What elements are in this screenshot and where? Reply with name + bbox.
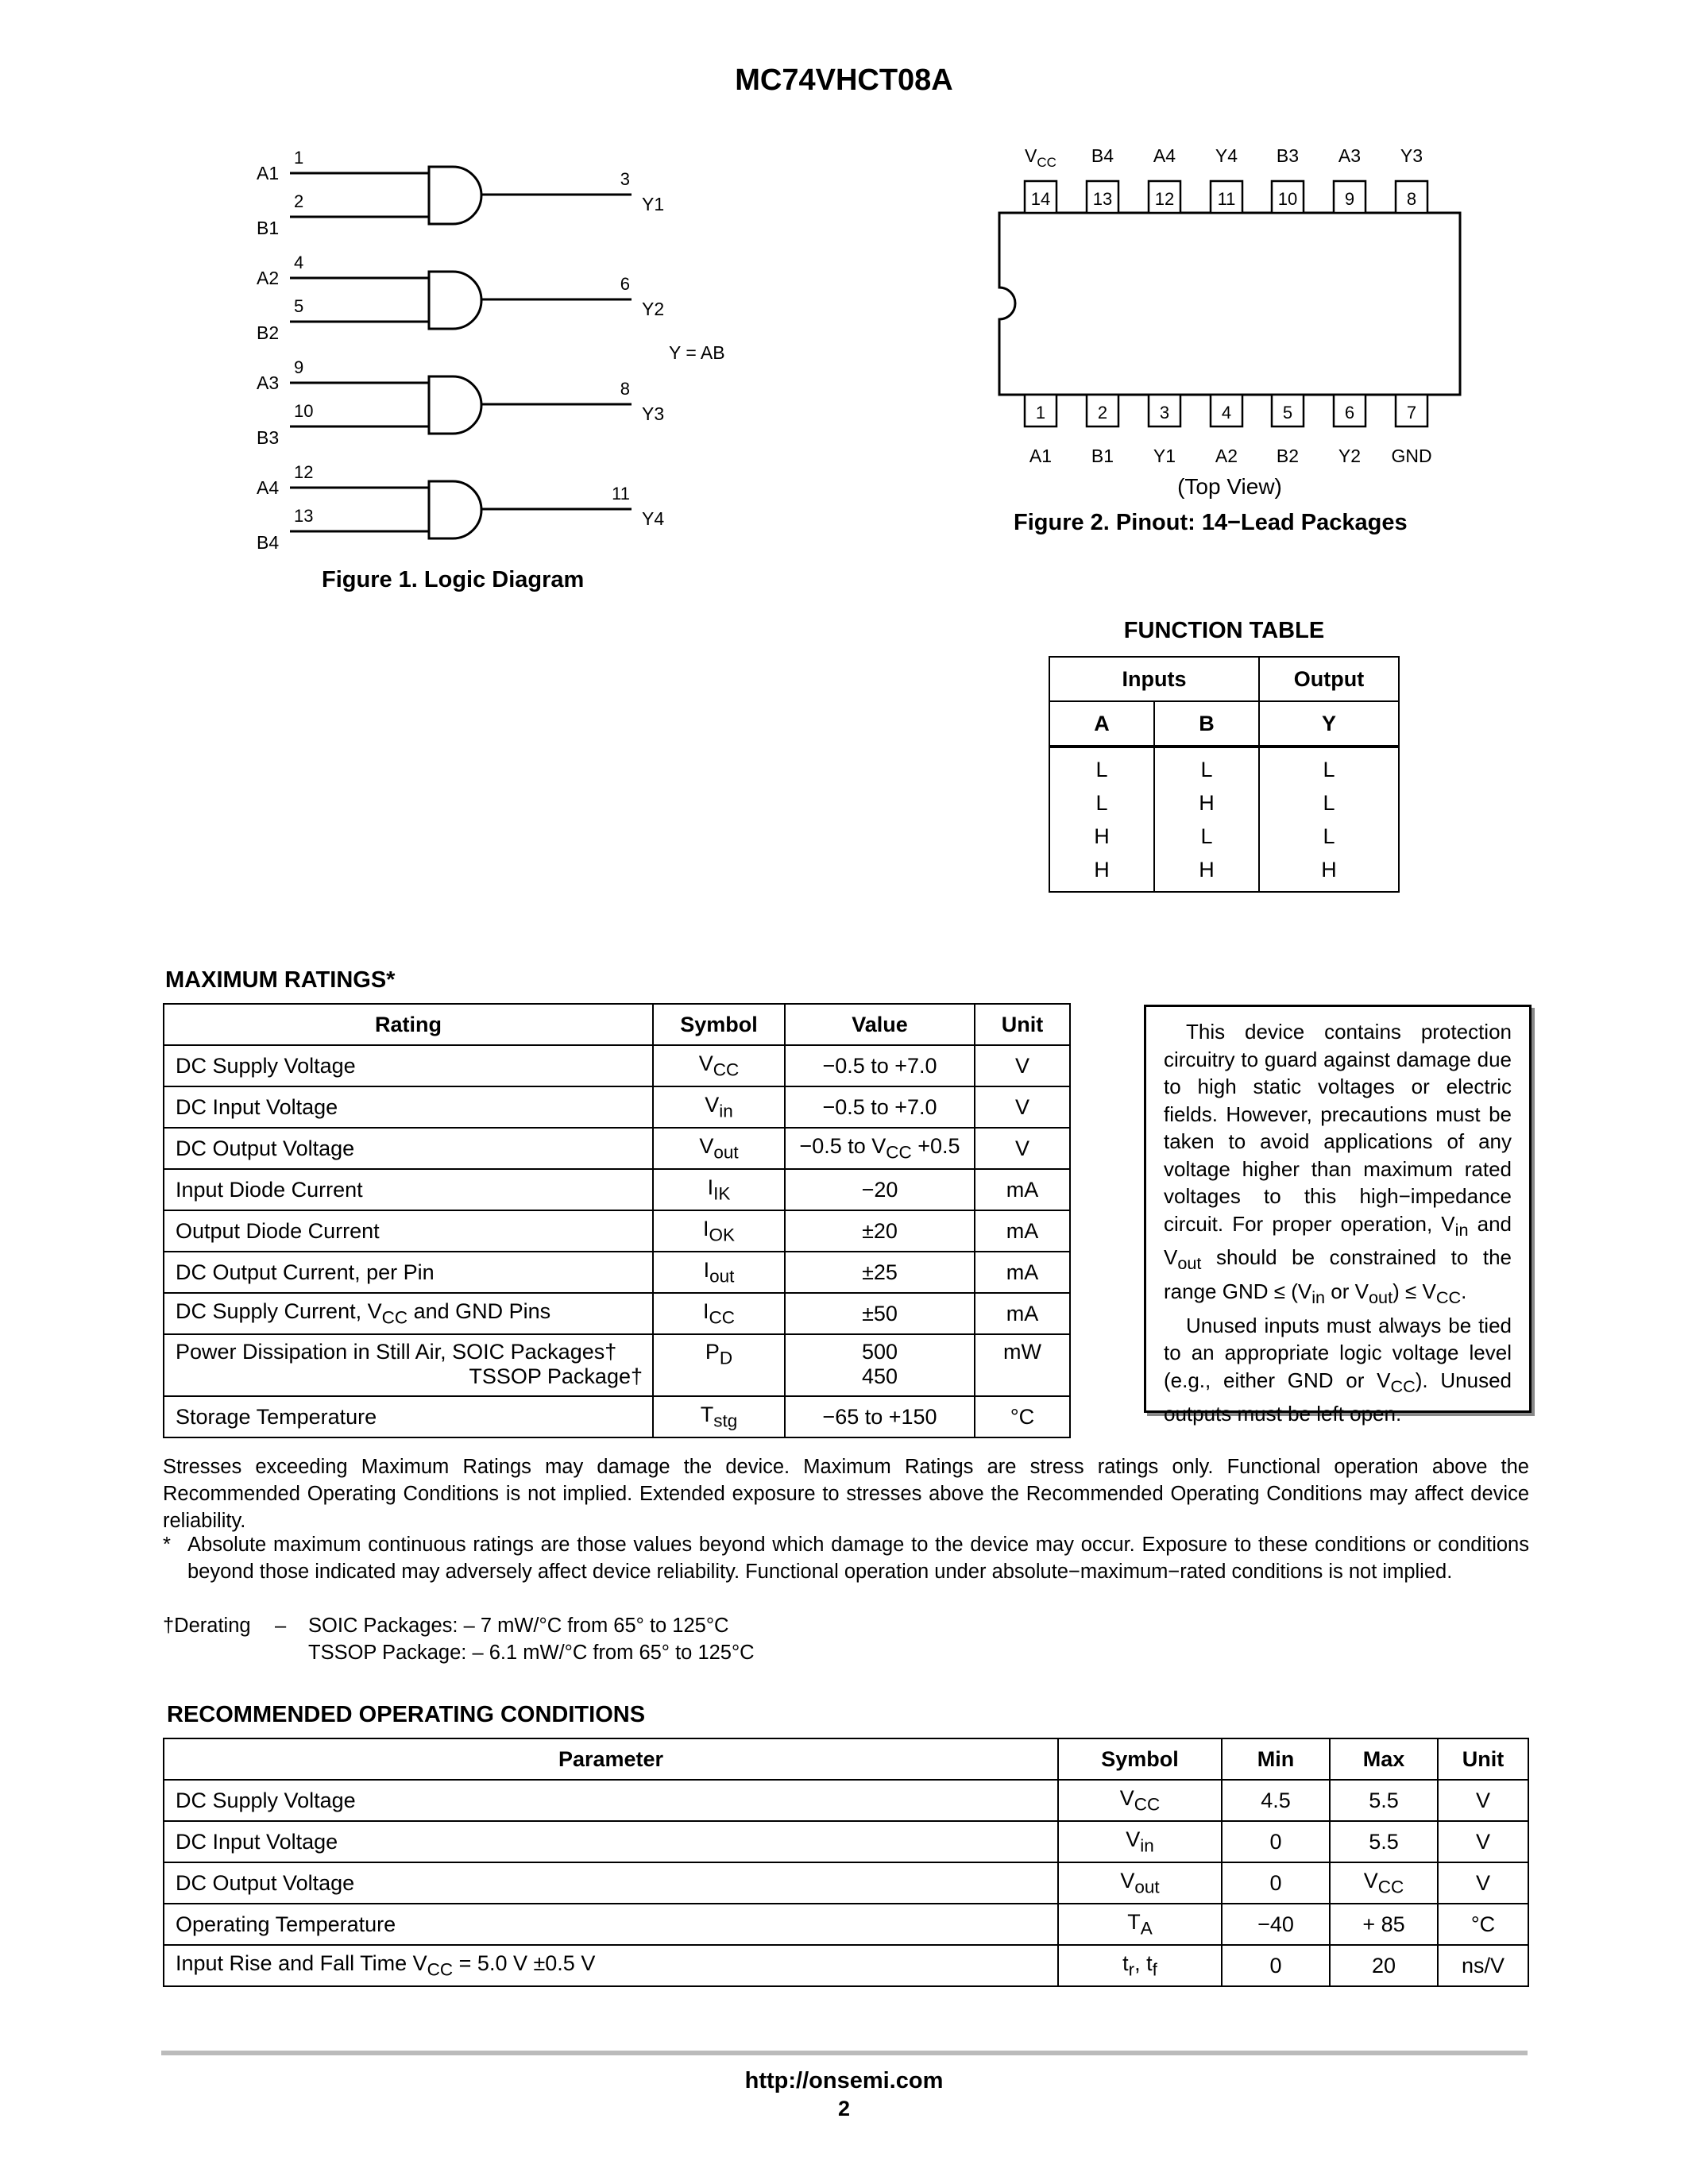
symbol-cell (653, 1293, 785, 1334)
min-cell: −40 (1222, 1904, 1330, 1945)
symbol-sub2: f (1152, 1959, 1157, 1980)
param-cell: Operating Temperature (164, 1904, 1058, 1945)
param-pre: Input Rise and Fall Time V (176, 1951, 427, 1975)
pin-number: 6 (1344, 403, 1355, 423)
equation-label: Y = AB (669, 342, 725, 363)
value-cell: ±50 (785, 1293, 975, 1334)
footer-divider (161, 2051, 1528, 2055)
symbol-cell (653, 1334, 785, 1396)
symbol-sub: in (719, 1101, 733, 1121)
top-pin-label: Y4 (1215, 145, 1238, 166)
unit-header: Unit (975, 1004, 1070, 1045)
footer-url[interactable]: http://onsemi.com (744, 2068, 944, 2093)
unit-cell: °C (1438, 1904, 1528, 1945)
pin-number: 14 (1030, 189, 1051, 209)
roc-table (163, 1738, 1529, 1987)
param-cell (164, 1945, 1058, 1986)
top-pin-label: B3 (1276, 145, 1300, 166)
pin-number: 2 (294, 191, 304, 211)
table-row (164, 1945, 1528, 1986)
symbol-cell (1058, 1780, 1222, 1821)
pin-number: 2 (1097, 403, 1108, 423)
rating-cell: DC Output Voltage (164, 1128, 653, 1169)
param-cell: DC Output Voltage (164, 1862, 1058, 1904)
table-row (164, 1821, 1528, 1862)
ft-b-2: L (1200, 824, 1213, 848)
unit-cell: ns/V (1438, 1945, 1528, 1986)
max-text: V (1363, 1868, 1378, 1893)
value-pre: −0.5 to V (799, 1133, 886, 1158)
max-cell: 5.5 (1330, 1821, 1438, 1862)
ft-a-0: L (1095, 758, 1108, 781)
rating-cell: Output Diode Current (164, 1210, 653, 1252)
esd-note-p2 (1164, 1312, 1512, 1428)
symbol-cell (1058, 1904, 1222, 1945)
bottom-pin-label: A1 (1029, 446, 1053, 466)
unit-header: Unit (1438, 1738, 1528, 1780)
esd-text: This device contains protection circuitry to guard against damage due to high static voltages or electric fields. However, precautions must be taken to avoid applications of any voltage higher than maximum rated voltages to this high−impedance circuit. For proper operation, V (1164, 1020, 1512, 1236)
pin-number: 9 (294, 357, 304, 377)
roc-title: RECOMMENDED OPERATING CONDITIONS (167, 1702, 646, 1727)
derating-dash: – (275, 1615, 287, 1637)
esd-sub: in (1454, 1219, 1469, 1240)
pinout-diagram (977, 135, 1493, 508)
pin-number: 13 (294, 506, 314, 526)
rating-cell: Input Diode Current (164, 1169, 653, 1210)
rating-cell: DC Supply Voltage (164, 1045, 653, 1086)
param-sub: CC (427, 1959, 454, 1980)
ft-a-3: H (1094, 858, 1110, 882)
and-gate-1 (429, 167, 481, 224)
unit-cell: V (1438, 1821, 1528, 1862)
page-number: 2 (837, 2097, 851, 2120)
bottom-pin-label: GND (1391, 446, 1432, 466)
col-y-header: Y (1259, 701, 1399, 747)
table-row (164, 1128, 1070, 1169)
rating-line2: TSSOP Package† (469, 1364, 643, 1388)
figure-1-caption: Figure 1. Logic Diagram (322, 567, 585, 592)
symbol-sub: in (1140, 1835, 1154, 1856)
symbol-sub: OK (709, 1225, 736, 1245)
symbol-sub: D (719, 1348, 733, 1368)
table-row (164, 1169, 1070, 1210)
ft-y-0: L (1323, 758, 1335, 781)
value-cell: −20 (785, 1169, 975, 1210)
unit-cell: mA (975, 1169, 1070, 1210)
symbol-text: V (699, 1133, 714, 1158)
pin-number: 8 (1406, 189, 1417, 209)
table-row (164, 1904, 1528, 1945)
pin-number: 7 (1406, 403, 1417, 423)
symbol-text: t (1122, 1951, 1129, 1975)
rating-cell: Storage Temperature (164, 1396, 653, 1437)
symbol-cell (1058, 1821, 1222, 1862)
symbol-cell (653, 1128, 785, 1169)
inputs-header: Inputs (1049, 657, 1259, 701)
value-line1: 500 (861, 1340, 898, 1364)
symbol-cell (653, 1045, 785, 1086)
symbol-text: T (700, 1402, 714, 1426)
input-label: B4 (257, 532, 280, 553)
table-row (164, 1862, 1528, 1904)
col-y-values (1259, 747, 1399, 892)
rating-sub: CC (381, 1307, 408, 1328)
ft-y-3: H (1321, 858, 1337, 882)
bottom-pin-label: Y2 (1338, 446, 1362, 466)
bottom-pin-label: B1 (1091, 446, 1114, 466)
pin-number: 13 (1092, 189, 1113, 209)
value-cell (785, 1334, 975, 1396)
pin-number: 6 (620, 274, 630, 294)
ft-b-3: H (1199, 858, 1215, 882)
top-pin-label: $V_{CC}$ (1025, 145, 1056, 170)
input-label: B2 (257, 322, 280, 343)
page-title: MC74VHCT08A (735, 64, 953, 97)
value-cell: −0.5 to +7.0 (785, 1086, 975, 1128)
max-sub: CC (1377, 1877, 1404, 1897)
esd-sub: in (1311, 1287, 1326, 1308)
star-mark: * (163, 1534, 171, 1556)
rating-pre: DC Supply Current, V (176, 1298, 382, 1323)
symbol-text: I (702, 1216, 709, 1241)
bottom-pin-label: B2 (1276, 446, 1300, 466)
pin-number: 8 (620, 379, 630, 399)
bottom-pin-label: A2 (1215, 446, 1238, 466)
table-row (164, 1396, 1070, 1437)
rating-line1: Power Dissipation in Still Air, SOIC Packages† (176, 1340, 617, 1364)
unit-cell: mA (975, 1252, 1070, 1293)
unit-cell: mA (975, 1293, 1070, 1334)
symbol-text: V (1126, 1827, 1141, 1851)
input-label: B3 (257, 427, 280, 448)
symbol-text: I (702, 1298, 709, 1323)
symbol-text: T (1127, 1909, 1141, 1934)
pin-number: 12 (1154, 189, 1175, 209)
col-a-values (1049, 747, 1154, 892)
min-cell: 4.5 (1222, 1780, 1330, 1821)
top-view-label: (Top View) (1177, 474, 1282, 499)
esd-text: ) ≤ V (1393, 1279, 1436, 1303)
pin-number: 4 (1221, 403, 1232, 423)
pin-number: 3 (1159, 403, 1170, 423)
table-row (164, 1045, 1070, 1086)
param-post: = 5.0 V ±0.5 V (453, 1951, 596, 1975)
rating-cell (164, 1334, 653, 1396)
pin-number: 11 (1217, 189, 1236, 209)
param-cell: DC Supply Voltage (164, 1780, 1058, 1821)
unit-cell: mA (975, 1210, 1070, 1252)
and-gate-4 (429, 481, 481, 538)
table-row (164, 1210, 1070, 1252)
symbol-text: V (698, 1051, 713, 1075)
value-cell: ±25 (785, 1252, 975, 1293)
symbol-sub: stg (713, 1410, 738, 1431)
table-row (164, 1334, 1070, 1396)
symbol-text: P (705, 1340, 720, 1364)
unit-cell: mW (975, 1334, 1070, 1396)
pin-number: 9 (1344, 189, 1355, 209)
symbol-cell (653, 1169, 785, 1210)
symbol-cell (653, 1396, 785, 1437)
symbol-header: Symbol (1058, 1738, 1222, 1780)
esd-text: Unused inputs must always be tied to an appropriate logic voltage level (e.g., either GND or V (1164, 1313, 1512, 1392)
max-cell (1330, 1862, 1438, 1904)
esd-note (1144, 1005, 1532, 1426)
esd-sub: CC (1435, 1287, 1462, 1308)
symbol-text: I (707, 1175, 714, 1199)
bottom-pin-label: Y1 (1153, 446, 1176, 466)
symbol-cell (653, 1210, 785, 1252)
max-ratings-title: MAXIMUM RATINGS* (165, 967, 396, 993)
star-note: Absolute maximum continuous ratings are those values beyond which damage to the device may occur. Exposure to these conditions or conditions beyond those indicated may adversely affect device reliability. Functional operation under absolute−maximum−rated conditions is not implied. (187, 1534, 1529, 1583)
esd-text: and V (1164, 1211, 1512, 1270)
table-row (164, 1780, 1528, 1821)
unit-cell: °C (975, 1396, 1070, 1437)
min-cell: 0 (1222, 1821, 1330, 1862)
stress-note: Stresses exceeding Maximum Ratings may damage the device. Maximum Ratings are stress ratings only. Functional operation above the Recommended Operating Conditions is not implied. Extended exposure to stresses above the Recommended Operating Conditions may affect device reliability. (163, 1456, 1529, 1532)
symbol-sub: r (1128, 1959, 1135, 1980)
derating-label: †Derating (163, 1615, 251, 1637)
symbol-text: V (1120, 1868, 1135, 1893)
output-label: Y1 (642, 194, 665, 214)
table-row (164, 1293, 1070, 1334)
unit-cell: V (975, 1128, 1070, 1169)
min-cell: 0 (1222, 1945, 1330, 1986)
top-pin-label: A3 (1338, 145, 1362, 166)
min-header: Min (1222, 1738, 1330, 1780)
param-cell: DC Input Voltage (164, 1821, 1058, 1862)
rating-post: and GND Pins (408, 1298, 551, 1323)
symbol-text: V (1119, 1785, 1134, 1810)
value-post: +0.5 (911, 1133, 960, 1158)
value-header: Value (785, 1004, 975, 1045)
symbol-cell (1058, 1945, 1222, 1986)
pin-number: 10 (1277, 189, 1298, 209)
pin-number: 5 (1282, 403, 1293, 423)
value-line2: 450 (861, 1364, 898, 1388)
symbol-sub: CC (709, 1307, 735, 1328)
value-cell: −65 to +150 (785, 1396, 975, 1437)
max-cell: 20 (1330, 1945, 1438, 1986)
esd-sub: CC (1390, 1376, 1416, 1396)
max-cell: 5.5 (1330, 1780, 1438, 1821)
rating-cell: DC Output Current, per Pin (164, 1252, 653, 1293)
and-gate-2 (429, 272, 481, 329)
col-b-header: B (1154, 701, 1259, 747)
symbol-cell (1058, 1862, 1222, 1904)
function-table (1049, 656, 1400, 893)
and-gate-3 (429, 376, 481, 434)
table-row (164, 1252, 1070, 1293)
symbol-sub: CC (1134, 1794, 1161, 1815)
input-label: A2 (257, 268, 280, 288)
rating-cell (164, 1293, 653, 1334)
output-header: Output (1259, 657, 1399, 701)
input-label: A3 (257, 372, 280, 393)
value-cell (785, 1128, 975, 1169)
pin-number: 3 (620, 169, 630, 189)
ft-b-0: L (1200, 758, 1213, 781)
derating-soic: SOIC Packages: – 7 mW/°C from 65° to 125°C (308, 1615, 729, 1637)
symbol-mid: , t (1134, 1951, 1153, 1975)
ft-y-1: L (1323, 791, 1335, 815)
max-ratings-table (163, 1003, 1071, 1438)
table-row (164, 1086, 1070, 1128)
symbol-header: Symbol (653, 1004, 785, 1045)
col-b-values (1154, 747, 1259, 892)
ft-b-1: H (1199, 791, 1215, 815)
max-cell: + 85 (1330, 1904, 1438, 1945)
unit-cell: V (1438, 1862, 1528, 1904)
function-table-title: FUNCTION TABLE (1123, 618, 1325, 643)
esd-note-p1 (1164, 1018, 1512, 1312)
esd-text: . (1461, 1279, 1467, 1303)
esd-text: should be constrained to the range GND ≤ (V (1164, 1245, 1512, 1303)
ft-a-1: L (1095, 791, 1108, 815)
logic-diagram (238, 135, 763, 564)
pin-number: 1 (1035, 403, 1046, 423)
rating-header: Rating (164, 1004, 653, 1045)
symbol-sub: CC (713, 1059, 740, 1080)
rating-cell: DC Input Voltage (164, 1086, 653, 1128)
output-label: Y2 (642, 299, 665, 319)
input-label: A4 (257, 477, 280, 498)
pin-number: 11 (612, 484, 630, 504)
min-cell: 0 (1222, 1862, 1330, 1904)
symbol-sub: A (1140, 1918, 1153, 1939)
top-pin-label: Y3 (1400, 145, 1423, 166)
pin-number: 4 (294, 253, 304, 272)
chip-body (999, 213, 1460, 395)
symbol-sub: IK (713, 1183, 731, 1204)
symbol-text: V (705, 1092, 720, 1117)
symbol-text: I (703, 1257, 710, 1282)
esd-text: ). Unused outputs must be left open. (1164, 1368, 1512, 1426)
top-pin-label: B4 (1091, 145, 1114, 166)
pin-number: 5 (294, 296, 304, 316)
ft-a-2: H (1094, 824, 1110, 848)
symbol-sub: out (709, 1266, 735, 1287)
symbol-cell (653, 1086, 785, 1128)
unit-cell: V (1438, 1780, 1528, 1821)
output-label: Y3 (642, 403, 665, 424)
symbol-sub: out (1134, 1877, 1160, 1897)
col-a-header: A (1049, 701, 1154, 747)
param-header: Parameter (164, 1738, 1058, 1780)
value-sub: CC (886, 1142, 912, 1163)
ft-y-2: L (1323, 824, 1335, 848)
figure-2-caption: Figure 2. Pinout: 14−Lead Packages (1014, 510, 1408, 535)
derating-tssop: TSSOP Package: – 6.1 mW/°C from 65° to 125°C (308, 1642, 755, 1664)
symbol-sub: out (713, 1142, 739, 1163)
esd-text: or V (1325, 1279, 1369, 1303)
pin-number: 10 (294, 401, 314, 421)
unit-cell: V (975, 1086, 1070, 1128)
output-label: Y4 (642, 508, 665, 529)
pin-number: 12 (294, 462, 314, 482)
pin-number: 1 (294, 148, 304, 168)
esd-sub: out (1177, 1253, 1202, 1274)
esd-sub: out (1369, 1287, 1393, 1308)
value-cell: ±20 (785, 1210, 975, 1252)
symbol-cell (653, 1252, 785, 1293)
top-pin-label: A4 (1153, 145, 1176, 166)
value-cell: −0.5 to +7.0 (785, 1045, 975, 1086)
unit-cell: V (975, 1045, 1070, 1086)
max-header: Max (1330, 1738, 1438, 1780)
input-label: B1 (257, 218, 280, 238)
input-label: A1 (257, 163, 280, 183)
